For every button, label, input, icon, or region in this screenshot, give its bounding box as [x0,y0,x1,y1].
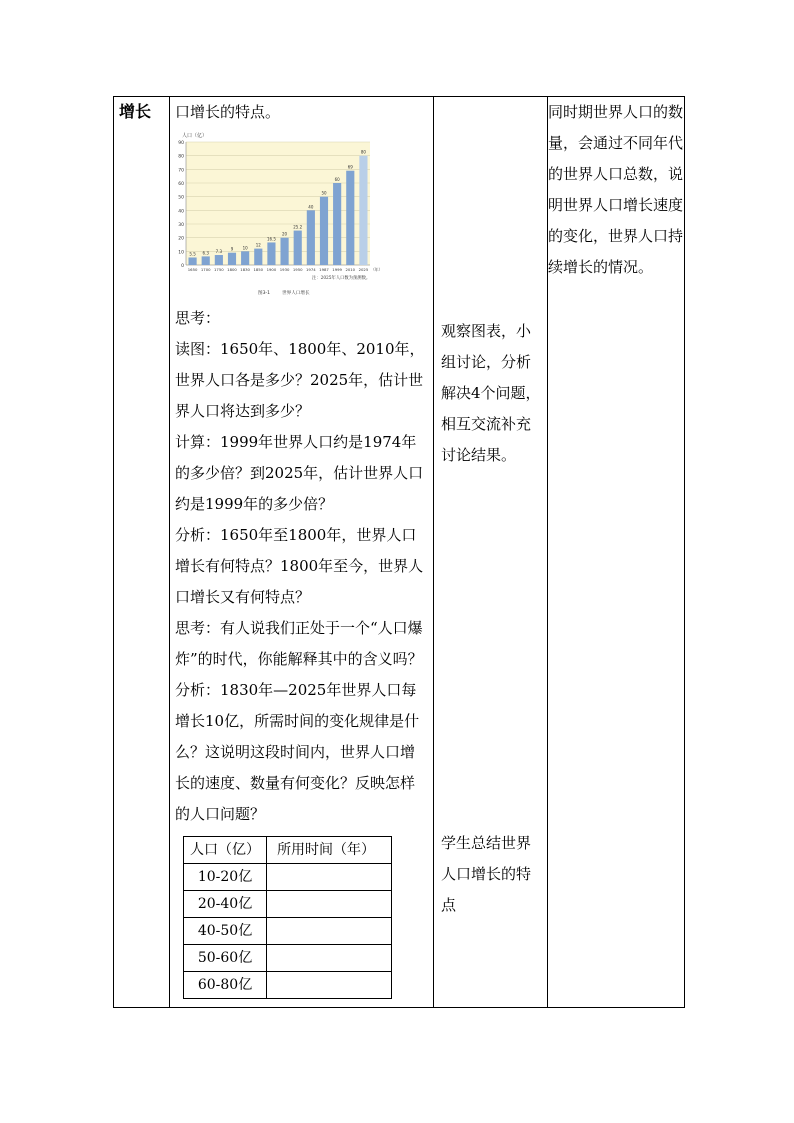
data-label: 69 [347,164,353,170]
y-axis-label: 人口（亿） [182,133,208,139]
x-tick-label: 1950 [292,267,303,272]
intro-fragment: 口增长的特点。 [175,103,281,121]
x-tick-label: 1830 [240,267,250,272]
bar [202,256,210,265]
header-time: 所用时间（年） [267,837,392,864]
table-header-row [184,837,392,864]
bar [254,249,262,265]
data-label: 7.3 [215,249,223,255]
x-tick-label: 2010 [345,267,356,272]
data-label: 16.5 [266,236,276,242]
x-tick-label: 1900 [266,267,277,272]
cell-time [267,891,392,918]
x-tick-label: 1930 [279,267,290,272]
bar [228,253,236,265]
question-growth-time: 分析：1830年—2025年世界人口每增长10亿，所需时间的变化规律是什么？这说明这段时间内，世界人口增长的速度、数量有何变化？反映怎样的人口问题？ [175,681,420,823]
bar [320,197,328,265]
design-intent-text: 同时期世界人口的数量，会通过不同年代的世界人口总数，说明世界人口增长速度的变化，世界人口持续增长的情况。 [548,103,684,276]
think-heading: 思考： [175,309,221,327]
data-label: 6.3 [202,250,209,256]
cell-population: 40-50亿 [184,918,267,945]
cell-population: 20-40亿 [184,891,267,918]
population-chart-svg [172,128,392,303]
table-row [184,864,392,891]
cell-time [267,918,392,945]
y-tick-label: 40 [178,209,184,215]
cell-time [267,864,392,891]
bar [359,156,367,265]
table-row [184,891,392,918]
x-tick-label: 1700 [200,267,211,272]
x-tick-label: 1850 [253,267,264,272]
data-label: 25.2 [293,224,303,230]
cell-time [267,972,392,999]
student-activity-discussion: 观察图表，小组讨论，分析解决4个问题，相互交流补充讨论结果。 [441,322,541,464]
y-tick-label: 90 [178,141,184,146]
bar [241,251,249,265]
x-tick-label: 1800 [227,267,237,272]
bar [346,171,354,265]
table-row [184,972,392,999]
design-intent-cell [548,97,685,1008]
x-tick-label: 1999 [332,267,342,272]
data-label: 40 [308,204,314,210]
population-time-table [183,836,392,999]
bar [307,210,315,265]
chart-note: 注：2025年人口数为预测数。 [312,276,371,281]
student-activity-summary: 学生总结世界人口增长的特点 [441,834,532,914]
plot-background [186,142,370,265]
teaching-content-cell [170,97,434,1008]
header-population: 人口（亿） [184,837,267,864]
data-label: 60 [334,177,340,182]
data-label: 9 [230,246,234,252]
population-chart [172,128,433,303]
y-tick-label: 0 [181,264,184,269]
bar [215,255,223,265]
cell-time [267,945,392,972]
y-tick-label: 60 [178,182,184,187]
data-label: 50 [321,190,327,196]
question-list [170,303,433,830]
data-label: 12 [255,242,261,248]
x-tick-label: 1650 [187,267,198,272]
data-label: 80 [360,149,366,155]
row-label-cell [114,97,170,1008]
y-tick-label: 10 [178,250,184,256]
lesson-plan-table [113,96,685,1008]
bar [188,257,196,265]
bar [294,231,302,265]
y-tick-label: 70 [178,168,184,174]
bar [267,242,275,265]
question-calculate: 计算：1999年世界人口约是1974年的多少倍？到2025年，估计世界人口约是1999年的多少倍？ [175,433,424,513]
data-label: 20 [282,231,288,237]
figure-number: 图3-1 [258,291,271,296]
chart-title: 世界人口增长 [282,291,310,296]
cell-population: 60-80亿 [184,972,267,999]
x-tick-label: 1987 [319,267,329,272]
row-label: 增长 [119,102,152,121]
cell-population: 50-60亿 [184,945,267,972]
x-tick-label: 1974 [306,267,316,272]
student-activity-cell [434,97,548,1008]
bar [280,238,288,265]
y-tick-label: 80 [178,154,184,160]
y-tick-label: 20 [178,236,184,242]
table-row [184,918,392,945]
data-label: 5.5 [189,251,196,257]
cell-population: 10-20亿 [184,864,267,891]
x-axis-unit: （年） [371,267,383,272]
y-tick-label: 50 [178,195,184,201]
x-tick-label: 1750 [214,267,224,272]
data-label: 10 [242,245,248,251]
x-tick-label: 2025 [358,267,369,272]
table-row [184,945,392,972]
y-tick-label: 30 [178,223,184,228]
bar [333,183,341,265]
question-read-chart: 读图：1650年、1800年、2010年，世界人口各是多少？2025年，估计世界人口将达到多少？ [175,340,425,420]
question-population-explosion: 思考：有人说我们正处于一个“人口爆炸”的时代，你能解释其中的含义吗？ [175,619,423,668]
question-analyze-trend: 分析：1650年至1800年，世界人口增长有何特点？1800年至今，世界人口增长又有何特点？ [175,526,424,606]
